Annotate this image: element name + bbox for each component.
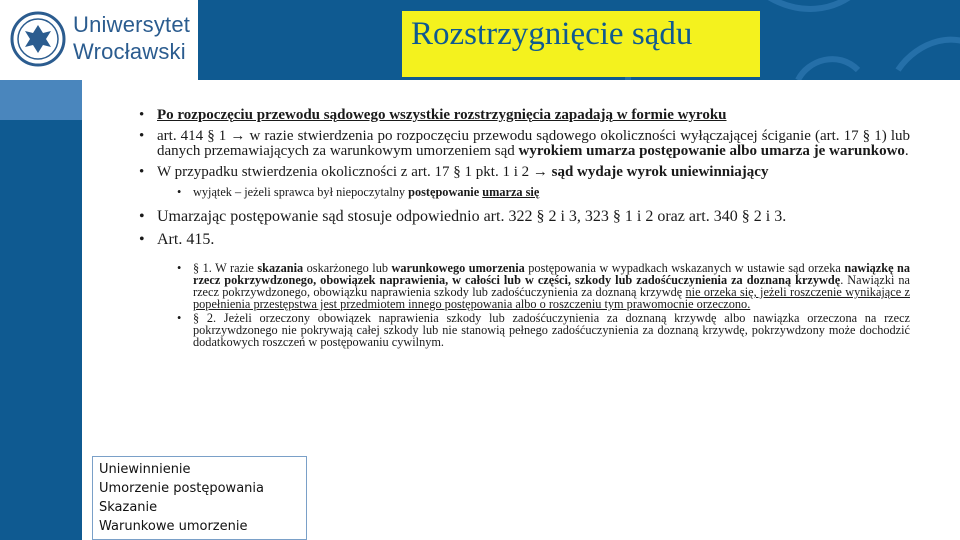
art-415-par-1: • § 1. W razie skazania oskarżonego lub warunkowego umorzenia postępowania w wypadkach wskazanych w ustawie sąd orzeka nawiązkę na rzecz pokrzywdzonego, obowiązek naprawienia, w całości lub w części, szkody lub zadośćuczynienia za doznaną krzywdę. Nawiązki na rzecz pokrzywdzonego, obowiązku naprawienia szkody lub zadośćuczynienia za doznaną krzywdę nie orzeka się, jeżeli roszczenie wynikające z popełnienia przestępstwa jest przedmiotem innego postępowania albo o roszczeniu tym prawomocnie orzeczono. <box>135 262 910 310</box>
university-logo <box>0 0 195 80</box>
arrow-icon: → <box>532 164 548 180</box>
legend-item: Uniewinnienie <box>99 462 191 477</box>
side-bar <box>0 80 82 540</box>
legend-item: Warunkowe umorzenie <box>99 519 248 534</box>
legend-item: Umorzenie postępowania <box>99 481 264 496</box>
bullet-5: • Art. 415. <box>135 231 910 248</box>
art-415-par-2: • § 2. Jeżeli orzeczony obowiązek naprawienia szkody lub zadośćuczynienia za doznaną krzywdę albo nawiązka orzeczona na rzecz pokrzywdzonego nie pokrywają całej szkody lub nie stanowią pełnego zadośćuczynienia za doznaną krzywdę, pokrzywdzony może dochodzić dodatkowych roszczeń w postępowaniu cywilnym. <box>135 312 910 348</box>
side-band <box>0 80 82 120</box>
bullet-2: • art. 414 § 1 → w razie stwierdzenia po rozpoczęciu przewodu sądowego okoliczności wyłączającej ściganie (art. 17 § 1) lub danych przemawiających za warunkowym umorzeniem sąd wyrokiem umarza postępowanie albo umarza je warunkowo. <box>135 129 910 159</box>
legend-item: Skazanie <box>99 500 158 515</box>
bullet-4: • Umarzając postępowanie sąd stosuje odpowiednio art. 322 § 2 i 3, 323 § 1 i 2 oraz art. 340 § 2 i 3. <box>135 208 910 225</box>
eagle-crest-icon <box>10 11 66 67</box>
arrow-icon: → <box>230 128 246 144</box>
logo-line-1: Uniwersytet <box>73 12 191 37</box>
bullet-3-sub: • wyjątek – jeżeli sprawca był niepoczytalny postępowanie umarza się <box>135 186 910 198</box>
slide-content <box>135 108 910 350</box>
logo-line-2: Wrocławski <box>73 39 186 64</box>
bullet-1: • Po rozpoczęciu przewodu sądowego wszystkie rozstrzygnięcia zapadają w formie wyroku <box>135 108 910 123</box>
legend-box <box>92 456 307 540</box>
bullet-3: • W przypadku stwierdzenia okoliczności z art. 17 § 1 pkt. 1 i 2 → sąd wydaje wyrok uniewinniający <box>135 165 910 180</box>
page-title: Rozstrzygnięcie sądu <box>411 16 693 52</box>
